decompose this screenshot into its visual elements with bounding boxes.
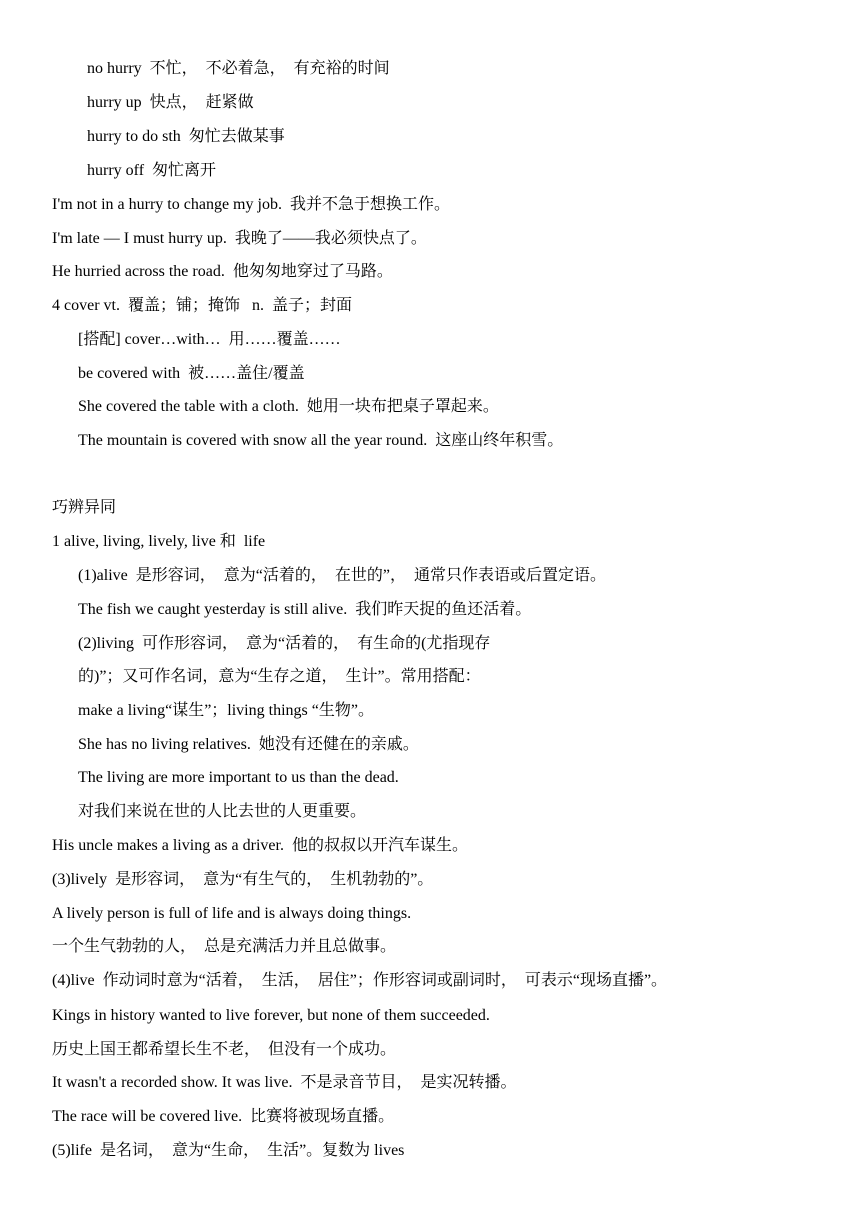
text-line: 的)”；又可作名词，意为“生存之道， 生计”。常用搭配： [78, 668, 481, 685]
text-line: He hurried across the road. 他匆匆地穿过了马路。 [52, 263, 393, 280]
text-line: (2)living 可作形容词， 意为“活着的， 有生命的(尤指现存 [78, 635, 491, 652]
text-line: no hurry 不忙， 不必着急， 有充裕的时间 [87, 60, 390, 77]
text-line: (4)live 作动词时意为“活着， 生活， 居住”；作形容词或副词时， 可表示“现场直播”。 [52, 972, 668, 989]
text-line: The living are more important to us than the dead. [78, 769, 399, 786]
section-heading: 巧辨异同 [52, 499, 117, 516]
text-line: The fish we caught yesterday is still alive. 我们昨天捉的鱼还活着。 [78, 601, 532, 618]
text-line: (5)life 是名词， 意为“生命， 生活”。复数为 lives [52, 1142, 405, 1159]
text-line: The mountain is covered with snow all the year round. 这座山终年积雪。 [78, 432, 564, 449]
text-line: 1 alive, living, lively, live 和 life [52, 533, 266, 550]
text-line: 一个生气勃勃的人， 总是充满活力并且总做事。 [52, 938, 397, 955]
text-line: I'm late — I must hurry up. 我晚了——我必须快点了。 [52, 230, 427, 247]
text-line: I'm not in a hurry to change my job. 我并不急于想换工作。 [52, 196, 450, 213]
text-line: [搭配] cover…with… 用……覆盖…… [78, 331, 341, 348]
text-line: hurry up 快点， 赶紧做 [87, 94, 254, 111]
text-line: His uncle makes a living as a driver. 他的叔叔以开汽车谋生。 [52, 837, 468, 854]
text-line: She covered the table with a cloth. 她用一块布把桌子罩起来。 [78, 398, 499, 415]
text-line: hurry off 匆忙离开 [87, 162, 217, 179]
text-line: Kings in history wanted to live forever, but none of them succeeded. [52, 1007, 490, 1024]
text-line: be covered with 被……盖住/覆盖 [78, 365, 305, 382]
text-line: (1)alive 是形容词， 意为“活着的， 在世的”， 通常只作表语或后置定语。 [78, 567, 606, 584]
text-line: The race will be covered live. 比赛将被现场直播。 [52, 1108, 395, 1125]
text-line: A lively person is full of life and is always doing things. [52, 905, 412, 922]
text-line: hurry to do sth 匆忙去做某事 [87, 128, 285, 145]
text-line: 历史上国王都希望长生不老， 但没有一个成功。 [52, 1041, 397, 1058]
text-line: (3)lively 是形容词， 意为“有生气的， 生机勃勃的”。 [52, 871, 434, 888]
text-line: 4 cover vt. 覆盖；铺；掩饰 n. 盖子；封面 [52, 297, 352, 314]
text-line: 对我们来说在世的人比去世的人更重要。 [78, 803, 367, 820]
text-line: She has no living relatives. 她没有还健在的亲戚。 [78, 736, 419, 753]
text-line: make a living“谋生”；living things “生物”。 [78, 702, 374, 719]
text-line: It wasn't a recorded show. It was live. 不是录音节目， 是实况转播。 [52, 1074, 517, 1091]
